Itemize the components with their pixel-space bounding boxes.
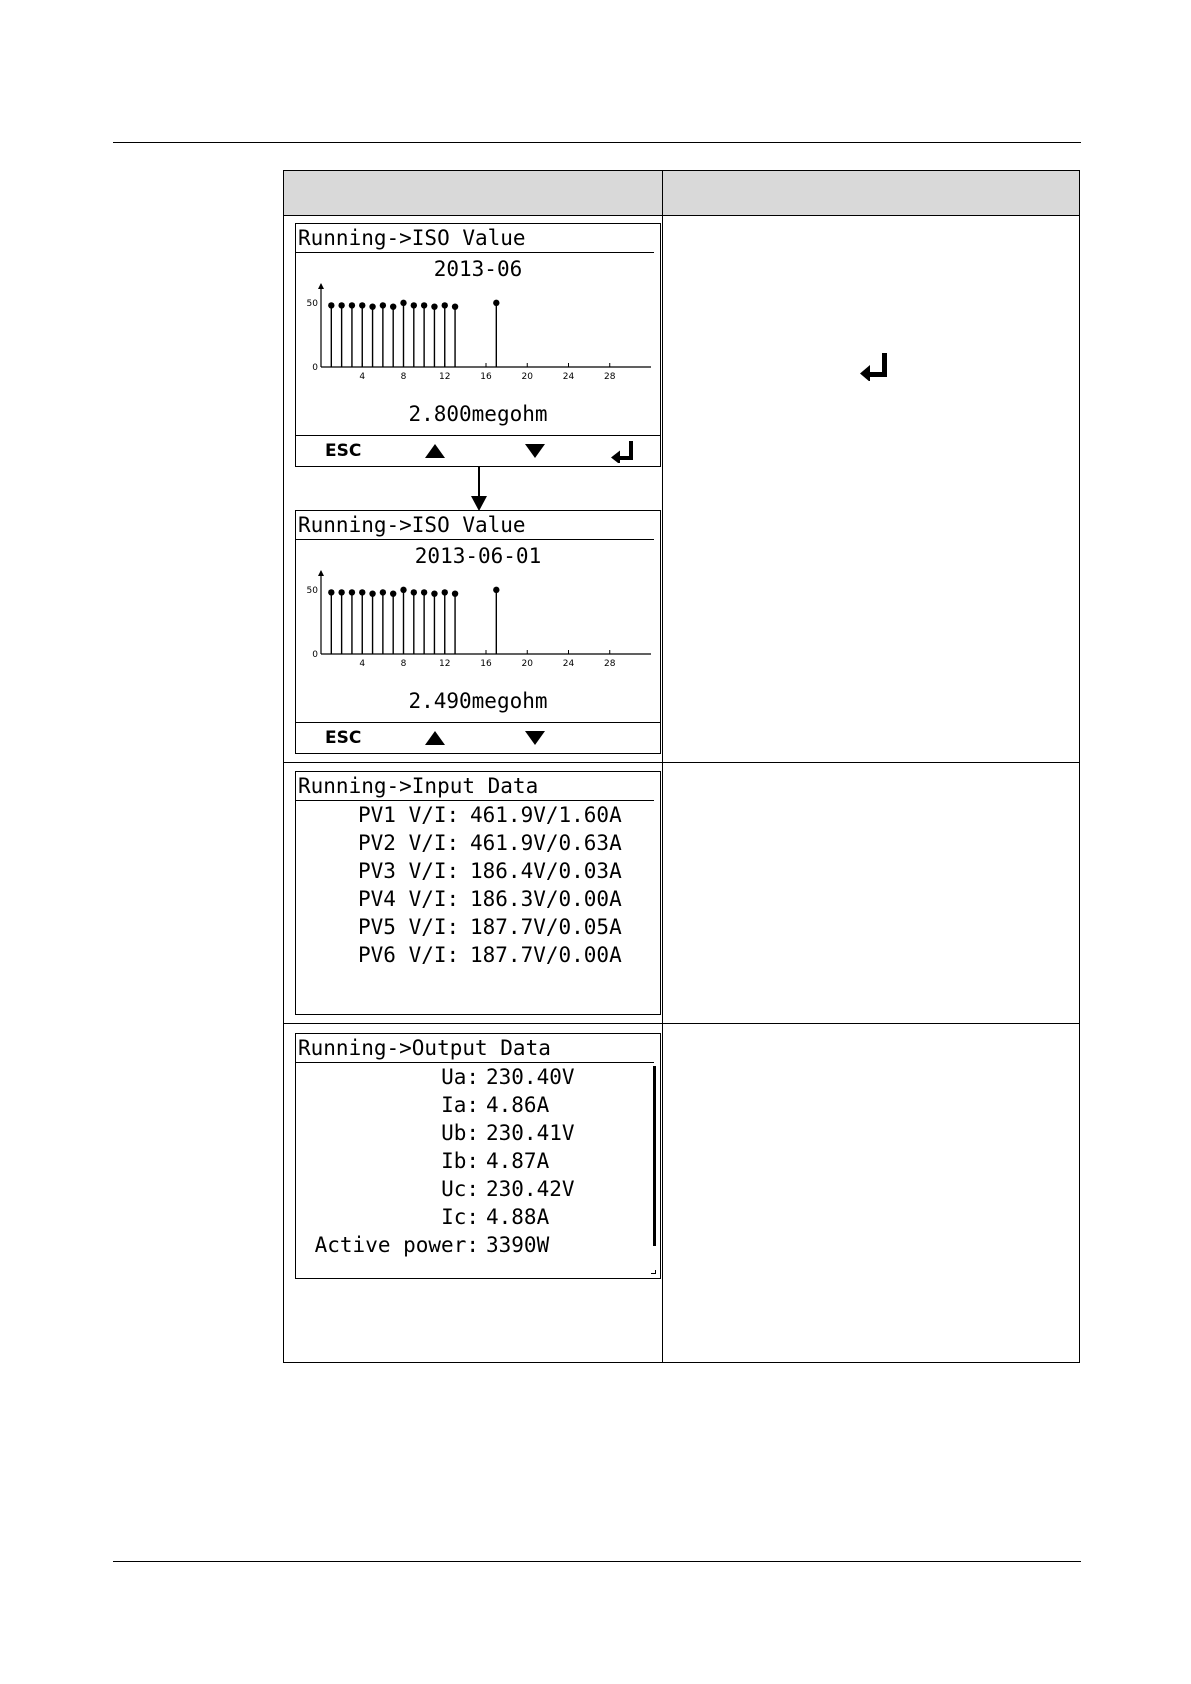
up-arrow-button[interactable]	[424, 442, 446, 460]
list-item	[296, 1202, 646, 1230]
iso-value-screen-month	[295, 223, 661, 467]
row-value: 4.88A	[486, 1205, 550, 1229]
screen-title: Running->ISO Value	[298, 226, 526, 250]
row-label: Uc:	[441, 1177, 479, 1201]
stem-point	[421, 589, 427, 595]
stem-point	[411, 589, 417, 595]
x-tick-label: 16	[480, 659, 492, 669]
x-tick-label: 8	[400, 372, 407, 382]
stem-point	[431, 303, 437, 309]
x-tick-label: 12	[439, 659, 451, 669]
down-arrow-button[interactable]	[524, 729, 546, 747]
stem-point	[442, 589, 448, 595]
row-label: PV6 V/I:	[358, 943, 460, 967]
stem-point	[421, 302, 427, 308]
row-value: 4.86A	[486, 1093, 550, 1117]
list-item	[296, 884, 656, 912]
x-tick-label: 4	[359, 659, 366, 669]
x-tick-label: 24	[562, 659, 575, 669]
row-label: PV2 V/I:	[358, 831, 460, 855]
row-value: 187.7V/0.05A	[470, 915, 622, 939]
scrollbar[interactable]	[653, 1066, 656, 1246]
header-rule	[113, 142, 1081, 143]
footer-rule	[113, 1561, 1081, 1562]
list-item	[296, 856, 656, 884]
stem-point	[380, 589, 386, 595]
iso-value-screen-day	[295, 510, 661, 754]
stem-point	[390, 590, 396, 596]
down-flow-arrow	[467, 466, 491, 512]
list-item	[296, 1230, 646, 1258]
row-label: Ib:	[441, 1149, 479, 1173]
list-item	[296, 1090, 646, 1118]
stem-point	[390, 303, 396, 309]
stem-point	[431, 590, 437, 596]
row-label: PV3 V/I:	[358, 859, 460, 883]
x-tick-label: 4	[359, 372, 366, 382]
iso-chart	[296, 569, 658, 669]
title-underline	[296, 539, 654, 540]
column-divider	[662, 171, 663, 1362]
iso-reading: 2.490megohm	[408, 689, 548, 713]
row-value: 3390W	[486, 1233, 550, 1257]
stem-point	[349, 302, 355, 308]
list-item	[296, 1062, 646, 1090]
stem-point	[452, 303, 458, 309]
stem-point	[328, 302, 334, 308]
x-tick-label: 28	[604, 372, 616, 382]
output-data-screen	[295, 1033, 661, 1279]
row-value: 230.40V	[486, 1065, 575, 1089]
stem-point	[400, 587, 406, 593]
iso-date: 2013-06-01	[414, 544, 542, 568]
row-label: Ic:	[441, 1205, 479, 1229]
screen-title: Running->Input Data	[298, 774, 539, 798]
list-item	[296, 940, 656, 968]
row-value: 230.42V	[486, 1177, 575, 1201]
y-axis-arrow	[318, 570, 324, 576]
stem-point	[369, 590, 375, 596]
row-label: Ub:	[441, 1121, 479, 1145]
row-label: PV1 V/I:	[358, 803, 460, 827]
iso-chart	[296, 282, 658, 382]
row-label: Ia:	[441, 1093, 479, 1117]
row-value: 186.3V/0.00A	[470, 887, 622, 911]
row-label: PV4 V/I:	[358, 887, 460, 911]
list-item	[296, 1118, 646, 1146]
stem-point	[369, 303, 375, 309]
button-bar	[296, 435, 660, 466]
stem-point	[411, 302, 417, 308]
screen-title: Running->ISO Value	[298, 513, 526, 537]
stem-point	[493, 587, 499, 593]
iso-reading: 2.800megohm	[408, 402, 548, 426]
x-tick-label: 28	[604, 659, 616, 669]
row-value: 461.9V/0.63A	[470, 831, 622, 855]
row-value: 230.41V	[486, 1121, 575, 1145]
list-item	[296, 800, 656, 828]
esc-button[interactable]: ESC	[325, 441, 362, 461]
x-tick-label: 24	[562, 372, 575, 382]
x-tick-label: 20	[521, 372, 533, 382]
list-item	[296, 912, 656, 940]
stem-point	[400, 300, 406, 306]
row-divider-1	[284, 762, 1079, 763]
list-item	[296, 1146, 646, 1174]
row-divider-2	[284, 1023, 1079, 1024]
x-tick-label: 12	[439, 372, 451, 382]
stem-point	[359, 589, 365, 595]
esc-button[interactable]: ESC	[325, 728, 362, 748]
screen-title: Running->Output Data	[298, 1036, 551, 1060]
row-label: Ua:	[441, 1065, 479, 1089]
stem-point	[380, 302, 386, 308]
iso-date: 2013-06	[433, 257, 523, 281]
x-tick-label: 8	[400, 659, 407, 669]
stem-point	[493, 300, 499, 306]
list-item	[296, 1174, 646, 1202]
row-value: 186.4V/0.03A	[470, 859, 622, 883]
stem-point	[328, 589, 334, 595]
stem-point	[349, 589, 355, 595]
stem-point	[338, 589, 344, 595]
up-arrow-button[interactable]	[424, 729, 446, 747]
row-value: 187.7V/0.00A	[470, 943, 622, 967]
stem-point	[359, 302, 365, 308]
enter-key-icon	[858, 351, 890, 381]
x-tick-label: 16	[480, 372, 492, 382]
y-tick-label: 50	[306, 585, 318, 596]
row-value: 4.87A	[486, 1149, 550, 1173]
stem-point	[442, 302, 448, 308]
stem-point	[452, 590, 458, 596]
enter-button[interactable]	[610, 439, 636, 463]
list-item	[296, 828, 656, 856]
title-underline	[296, 252, 654, 253]
y-tick-label: 0	[312, 650, 318, 660]
input-data-screen	[295, 771, 661, 1015]
row-label: PV5 V/I:	[358, 915, 460, 939]
button-bar	[296, 722, 660, 753]
y-tick-label: 50	[306, 298, 318, 309]
row-label: Active power:	[314, 1233, 479, 1257]
table-header	[284, 171, 1079, 216]
x-tick-label: 20	[521, 659, 533, 669]
stem-point	[338, 302, 344, 308]
y-axis-arrow	[318, 283, 324, 289]
down-arrow-button[interactable]	[524, 442, 546, 460]
y-tick-label: 0	[312, 363, 318, 373]
row-value: 461.9V/1.60A	[470, 803, 622, 827]
scroll-end-marker	[651, 1270, 656, 1274]
